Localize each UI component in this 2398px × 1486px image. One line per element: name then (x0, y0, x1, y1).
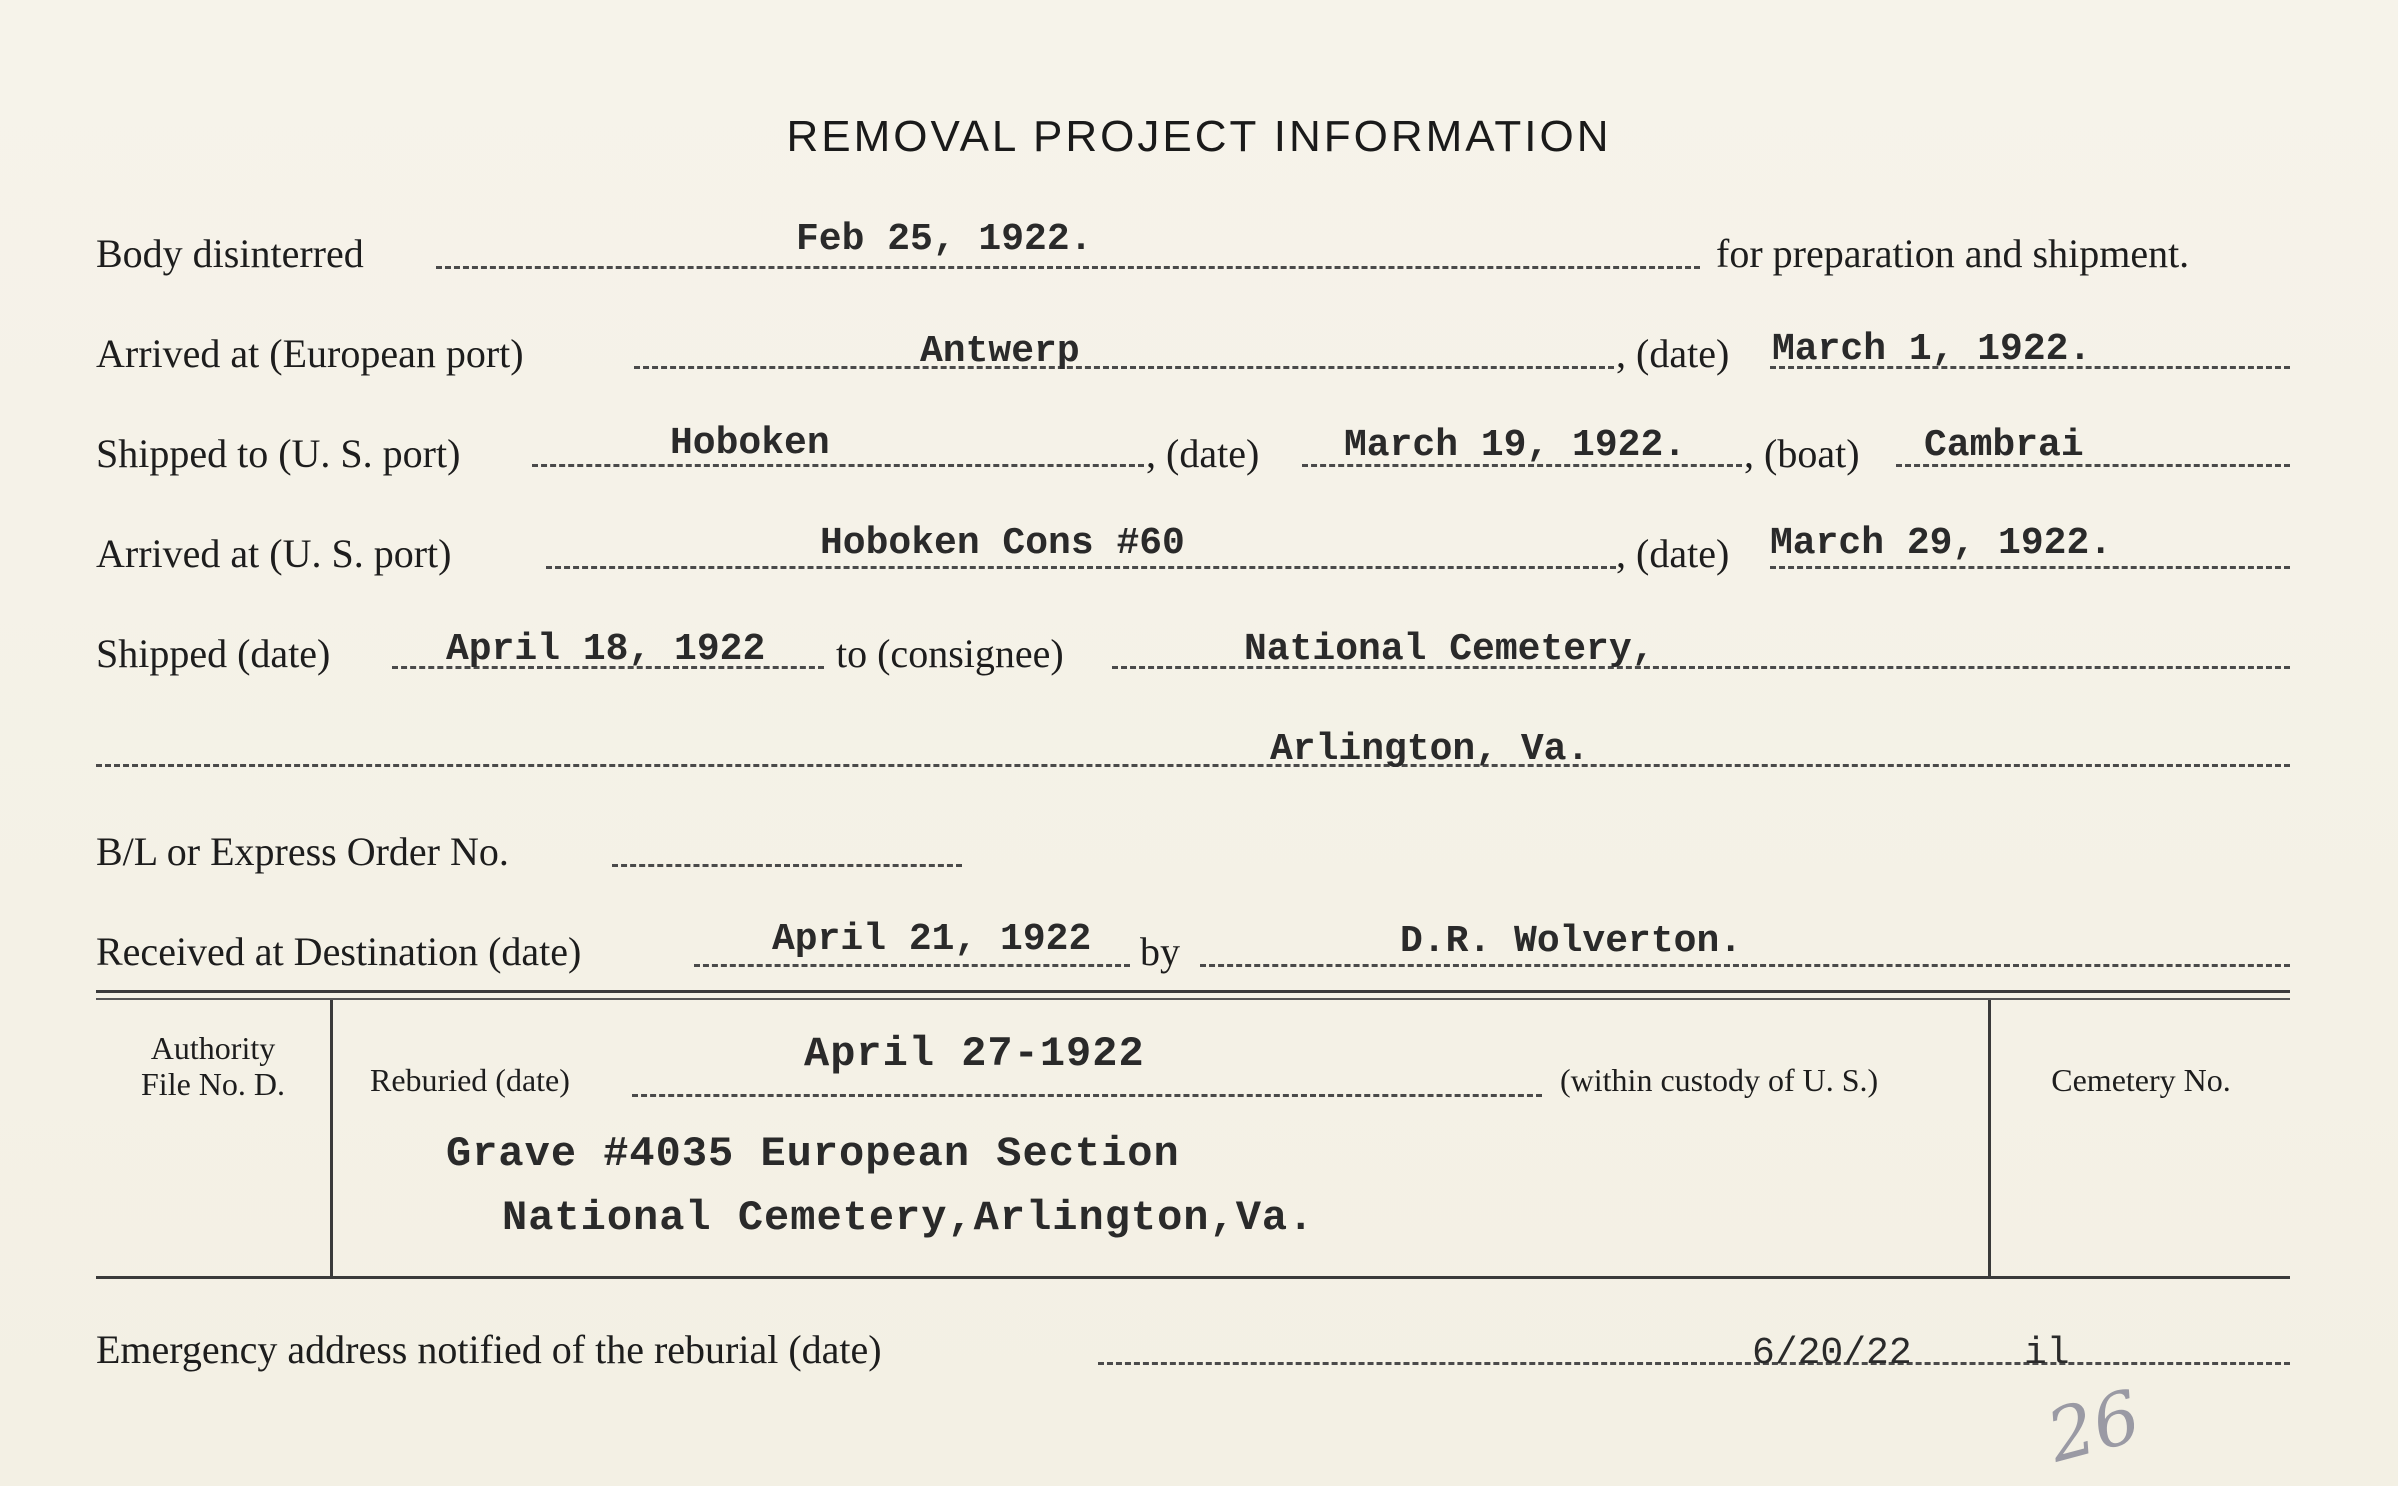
body-disinterred-suffix: for preparation and shipment. (1716, 231, 2190, 276)
shipped-us-label: Shipped to (U. S. port) (96, 431, 461, 476)
shipped-us-boat: Cambrai (1924, 424, 2084, 467)
shipped-us-port: Hoboken (670, 422, 830, 465)
received-by-label: by (1140, 929, 1180, 974)
authority-label-line1: Authority (150, 1030, 276, 1066)
reburied-label: Reburied (date) (370, 1062, 570, 1098)
authority-label (96, 1030, 330, 1102)
body-disinterred-value: Feb 25, 1922. (796, 218, 1093, 261)
box-top-rule-2 (96, 998, 2290, 1000)
body-disinterred-line (436, 266, 1700, 269)
emergency-line (1098, 1362, 2290, 1365)
consignee-value: National Cemetery, (1244, 628, 1655, 671)
reburied-date: April 27-1922 (804, 1030, 1145, 1078)
arrived-us-label: Arrived at (U. S. port) (96, 531, 452, 576)
shipped-us-date-label: , (date) (1146, 431, 1260, 476)
pencil-mark: 26 (2038, 1373, 2149, 1479)
arrived-european-line (634, 366, 1614, 369)
arrived-us-line (546, 566, 1616, 569)
reburied-line (632, 1094, 1542, 1097)
received-label: Received at Destination (date) (96, 929, 582, 974)
arrived-us-port: Hoboken Cons #60 (820, 522, 1185, 565)
bl-order-line (612, 864, 962, 867)
card-title: REMOVAL PROJECT INFORMATION (786, 112, 1612, 161)
cemetery-no-label: Cemetery No. (2051, 1062, 2231, 1098)
emergency-date: 6/20/22 (1752, 1332, 1912, 1375)
body-disinterred-label: Body disinterred (96, 231, 364, 276)
received-date-line (694, 964, 1130, 967)
box-divider-right (1988, 1000, 1991, 1276)
custody-label: (within custody of U. S.) (1560, 1062, 1879, 1098)
shipped-us-date: March 19, 1922. (1344, 424, 1687, 467)
shipped-date-label: Shipped (date) (96, 631, 331, 676)
received-date: April 21, 1922 (772, 918, 1092, 961)
arrived-us-date-line (1770, 566, 2290, 569)
arrived-european-date: March 1, 1922. (1772, 328, 2092, 371)
shipped-us-boat-label: , (boat) (1744, 431, 1860, 476)
box-top-rule (96, 990, 2290, 993)
shipped-us-line (532, 464, 1144, 467)
emergency-initials: il (2024, 1332, 2070, 1375)
arrived-european-label: Arrived at (European port) (96, 331, 524, 376)
consignee-label: to (consignee) (836, 631, 1064, 676)
arrived-us-date-label: , (date) (1616, 531, 1730, 576)
grave-line-1: Grave #4035 European Section (446, 1130, 1180, 1178)
received-by-line (1200, 964, 2290, 967)
bl-order-label: B/L or Express Order No. (96, 829, 509, 874)
consignee-line-2 (96, 764, 2290, 767)
shipped-date-value: April 18, 1922 (446, 628, 766, 671)
grave-line-2: National Cemetery,Arlington,Va. (502, 1194, 1315, 1242)
received-by: D.R. Wolverton. (1400, 920, 1743, 963)
box-bottom-rule (96, 1276, 2290, 1279)
box-divider-left (330, 1000, 333, 1276)
arrived-european-date-label: , (date) (1616, 331, 1730, 376)
consignee-value-2: Arlington, Va. (1270, 728, 1590, 771)
arrived-european-port: Antwerp (920, 330, 1080, 373)
arrived-us-date: March 29, 1922. (1770, 522, 2113, 565)
authority-label-line2: File No. D. (141, 1066, 285, 1102)
emergency-label: Emergency address notified of the reburial (date) (96, 1327, 882, 1372)
